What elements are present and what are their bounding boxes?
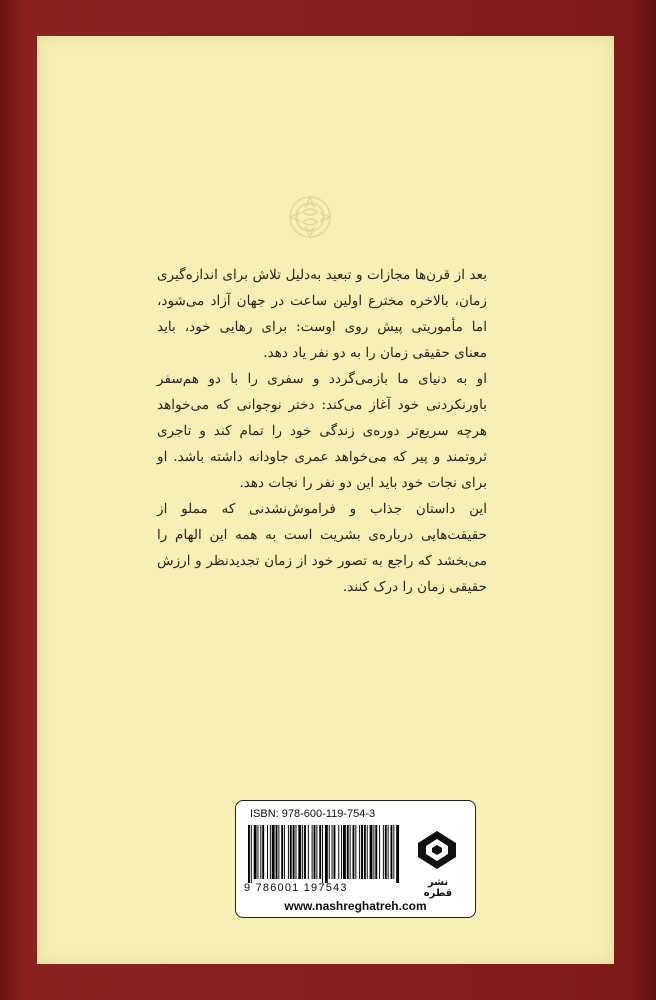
publisher-name: نشر قطره xyxy=(423,877,453,899)
isbn-label: ISBN: 978-600-119-754-3 xyxy=(250,808,376,820)
cream-panel xyxy=(37,36,614,964)
blurb-paragraph: این داستان جذاب و فراموش‌نشدنی که مملو از حقیقت‌هایی درباره‌ی بشریت است به همه این الهام را می‌بخشد که راجع به تصور خود از زمان تجدیدنظر و ارزش حقیقی زمان را درک کنند. xyxy=(157,501,487,595)
barcode-digits: 9 786001 197543 xyxy=(244,882,348,894)
ornament-icon xyxy=(285,192,335,242)
publisher-logo-icon xyxy=(416,829,458,871)
publisher-website: www.nashreghatreh.com xyxy=(284,899,427,913)
barcode-icon xyxy=(246,825,404,883)
blurb-paragraph: بعد از قرن‌ها مجازات و تبعید به‌دلیل تلاش برای اندازه‌گیری زمان، بالاخره مخترع اولین ساعت در جهان آزاد می‌شود، اما مأموریتی پیش روی اوست: برای رهایی خود، باید معنای حقیقی زمان را به دو نفر یاد دهد. xyxy=(157,267,487,361)
blurb-paragraph: او به دنیای ما بازمی‌گردد و سفری را با دو هم‌سفر باورنکردنی خود آغاز می‌کند: دختر نوجوانی که می‌خواهد هرچه سریع‌تر دوره‌ی زندگی خود را تمام کند و تاجری ثروتمند و پیر که می‌خواهد عمری جاودانه داشته باشد. او برای نجات خود باید این دو نفر را نجات دهد. xyxy=(157,371,487,491)
blurb-text xyxy=(157,262,487,600)
isbn-box xyxy=(235,800,476,918)
